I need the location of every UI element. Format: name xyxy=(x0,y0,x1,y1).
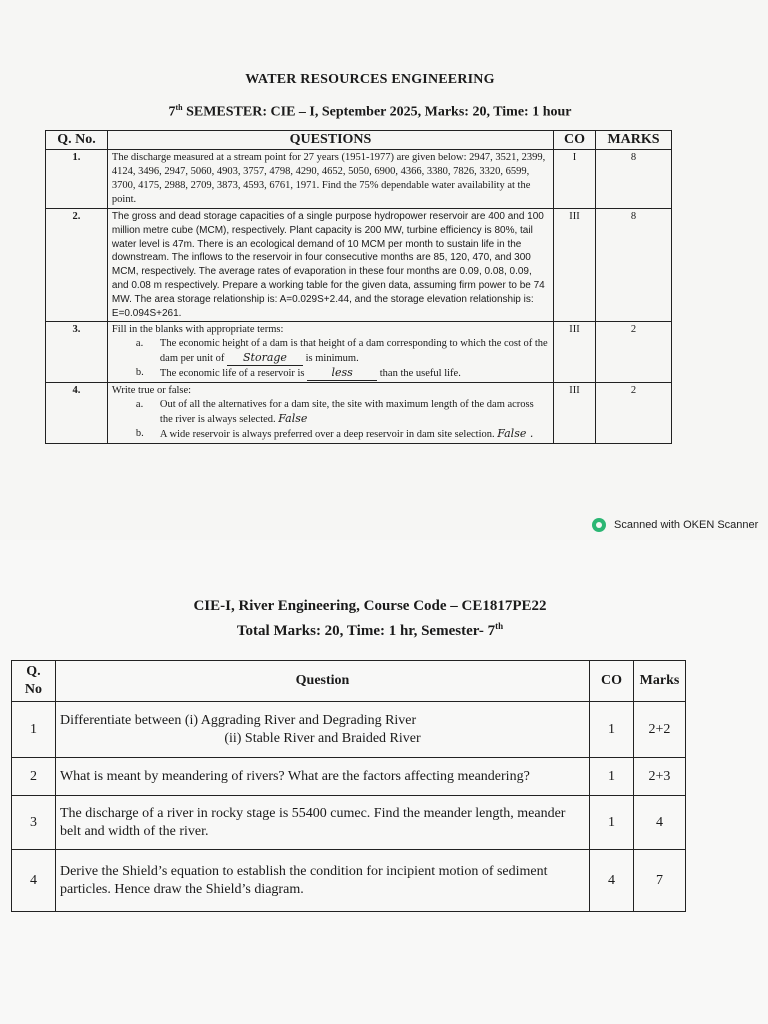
question-text: The gross and dead storage capacities of a single purpose hydropower reservoir are 400 and 100 million metre cube (MCM), respectively. Plant capacity is 200 MW, turbine efficiency is 80%, tail water level is 47m. There is an ecological demand of 10 MCM per month to sustain life in the downstream. The inflows to the reservoir in four consecutive months are 85, 120, 470, and 300 MCM, respectively. The average rates of evaporation in these four months are 0.09, 0.08, 0.09, and 0.08 m respectively. Prepare a working table for the given data, assuming firm power to be 74 MW. The area storage relationship is: A=0.029S+2.44, and the storage elevation relationship is: E=0.094S+261. xyxy=(107,209,553,322)
question-number: 3. xyxy=(46,322,108,383)
question-row-2 xyxy=(12,758,686,796)
paper2-header-row xyxy=(12,661,686,702)
subquestion-text-end: than the useful life. xyxy=(379,368,461,380)
question-row-4 xyxy=(46,383,672,444)
header-co: CO xyxy=(590,661,634,702)
question-co: III xyxy=(554,383,596,444)
subquestion-label: b. xyxy=(135,367,144,379)
question-text: The discharge measured at a stream point for 27 years (1951-1977) are given below: 2947, 3521, 2399, 4124, 3496, 2947, 5060, 4903, 3757, 4798, 4290, 4652, 5050, 6900, 4366, 3380, 7826, 3320, 6599, 3700, 4175, 2988, 2709, 3873, 4593, 6761, 1971. Find the 75% dependable water availability at the point. xyxy=(107,150,553,209)
question-number: 2. xyxy=(46,209,108,322)
question-marks: 8 xyxy=(596,150,672,209)
question-co: III xyxy=(554,322,596,383)
header-questions: QUESTIONS xyxy=(107,131,553,150)
question-marks: 2 xyxy=(596,322,672,383)
header-marks: MARKS xyxy=(596,131,672,150)
question-text: Derive the Shield’s equation to establish the condition for incipient motion of sediment particles. Hence draw the Shield’s diagram. xyxy=(55,850,589,912)
header-qno: Q. No xyxy=(12,661,56,702)
subquestion-text: A wide reservoir is always preferred over a deep reservoir in dam site selection. xyxy=(159,429,495,441)
question-number: 2 xyxy=(12,758,56,796)
question-text: What is meant by meandering of rivers? What are the factors affecting meandering? xyxy=(55,758,589,796)
subquestion-text: The economic height of a dam is that height of a dam corresponding to which the cost of the dam per unit of xyxy=(159,338,548,365)
question-intro: Write true or false: xyxy=(111,385,192,397)
subquestion-b xyxy=(112,427,549,442)
paper2-subtitle: Total Marks: 20, Time: 1 hr, Semester- 7th xyxy=(236,621,504,639)
question-row-2 xyxy=(46,209,672,322)
handwritten-answer: False xyxy=(278,412,308,426)
question-row-3 xyxy=(12,796,686,850)
question-co: 1 xyxy=(590,796,634,850)
question-row-4 xyxy=(12,850,686,912)
question-marks: 2 xyxy=(596,383,672,444)
header-question: Question xyxy=(55,661,589,702)
paper1-title: WATER RESOURCES ENGINEERING xyxy=(245,72,495,87)
question-row-1 xyxy=(12,702,686,758)
scanner-watermark xyxy=(592,518,758,532)
question-marks: 8 xyxy=(596,209,672,322)
question-row-3 xyxy=(46,322,672,383)
question-number: 4. xyxy=(46,383,108,444)
question-co: 4 xyxy=(590,850,634,912)
paper1-question-table xyxy=(45,130,672,444)
subquestion-a xyxy=(112,337,549,366)
question-line-1: Differentiate between (i) Aggrading River and Degrading River xyxy=(59,712,417,728)
question-number: 3 xyxy=(12,796,56,850)
header-marks: Marks xyxy=(633,661,685,702)
question-text xyxy=(107,383,553,444)
question-text xyxy=(107,322,553,383)
paper2-question-table xyxy=(11,660,686,912)
handwritten-answer: less xyxy=(307,366,377,381)
subquestion-text: Out of all the alternatives for a dam site, the site with maximum length of the dam across the river is always selected. xyxy=(159,399,534,426)
subquestion-b xyxy=(112,366,549,381)
question-text: The discharge of a river in rocky stage is 55400 cumec. Find the meander length, meander belt and width of the river. xyxy=(55,796,589,850)
question-text xyxy=(55,702,589,758)
question-number: 1. xyxy=(46,150,108,209)
question-marks: 4 xyxy=(633,796,685,850)
question-line-2: (ii) Stable River and Braided River xyxy=(224,730,421,746)
handwritten-answer: Storage xyxy=(227,351,303,366)
subquestion-label: a. xyxy=(135,338,144,350)
paper2-title: CIE-I, River Engineering, Course Code – CE1817PE22 xyxy=(193,598,547,614)
subquestion-label: b. xyxy=(135,428,144,440)
question-marks: 2+3 xyxy=(633,758,685,796)
subquestion-text: The economic life of a reservoir is xyxy=(159,368,305,380)
header-qno: Q. No. xyxy=(46,131,108,150)
question-intro: Fill in the blanks with appropriate terms: xyxy=(111,324,284,336)
question-row-1 xyxy=(46,150,672,209)
subquestion-a xyxy=(112,398,549,427)
question-co: 1 xyxy=(590,702,634,758)
subquestion-text-end: is minimum. xyxy=(305,353,359,365)
header-co: CO xyxy=(554,131,596,150)
question-marks: 2+2 xyxy=(633,702,685,758)
question-co: I xyxy=(554,150,596,209)
question-co: III xyxy=(554,209,596,322)
paper1-subtitle: 7th SEMESTER: CIE – I, September 2025, Marks: 20, Time: 1 hour xyxy=(168,103,572,120)
question-marks: 7 xyxy=(633,850,685,912)
paper1-header-row xyxy=(46,131,672,150)
question-number: 1 xyxy=(12,702,56,758)
handwritten-answer: False . xyxy=(497,427,534,441)
question-co: 1 xyxy=(590,758,634,796)
subquestion-label: a. xyxy=(135,399,144,411)
scanner-text: Scanned with OKEN Scanner xyxy=(614,519,759,531)
scanner-logo-icon xyxy=(592,518,606,532)
question-number: 4 xyxy=(12,850,56,912)
